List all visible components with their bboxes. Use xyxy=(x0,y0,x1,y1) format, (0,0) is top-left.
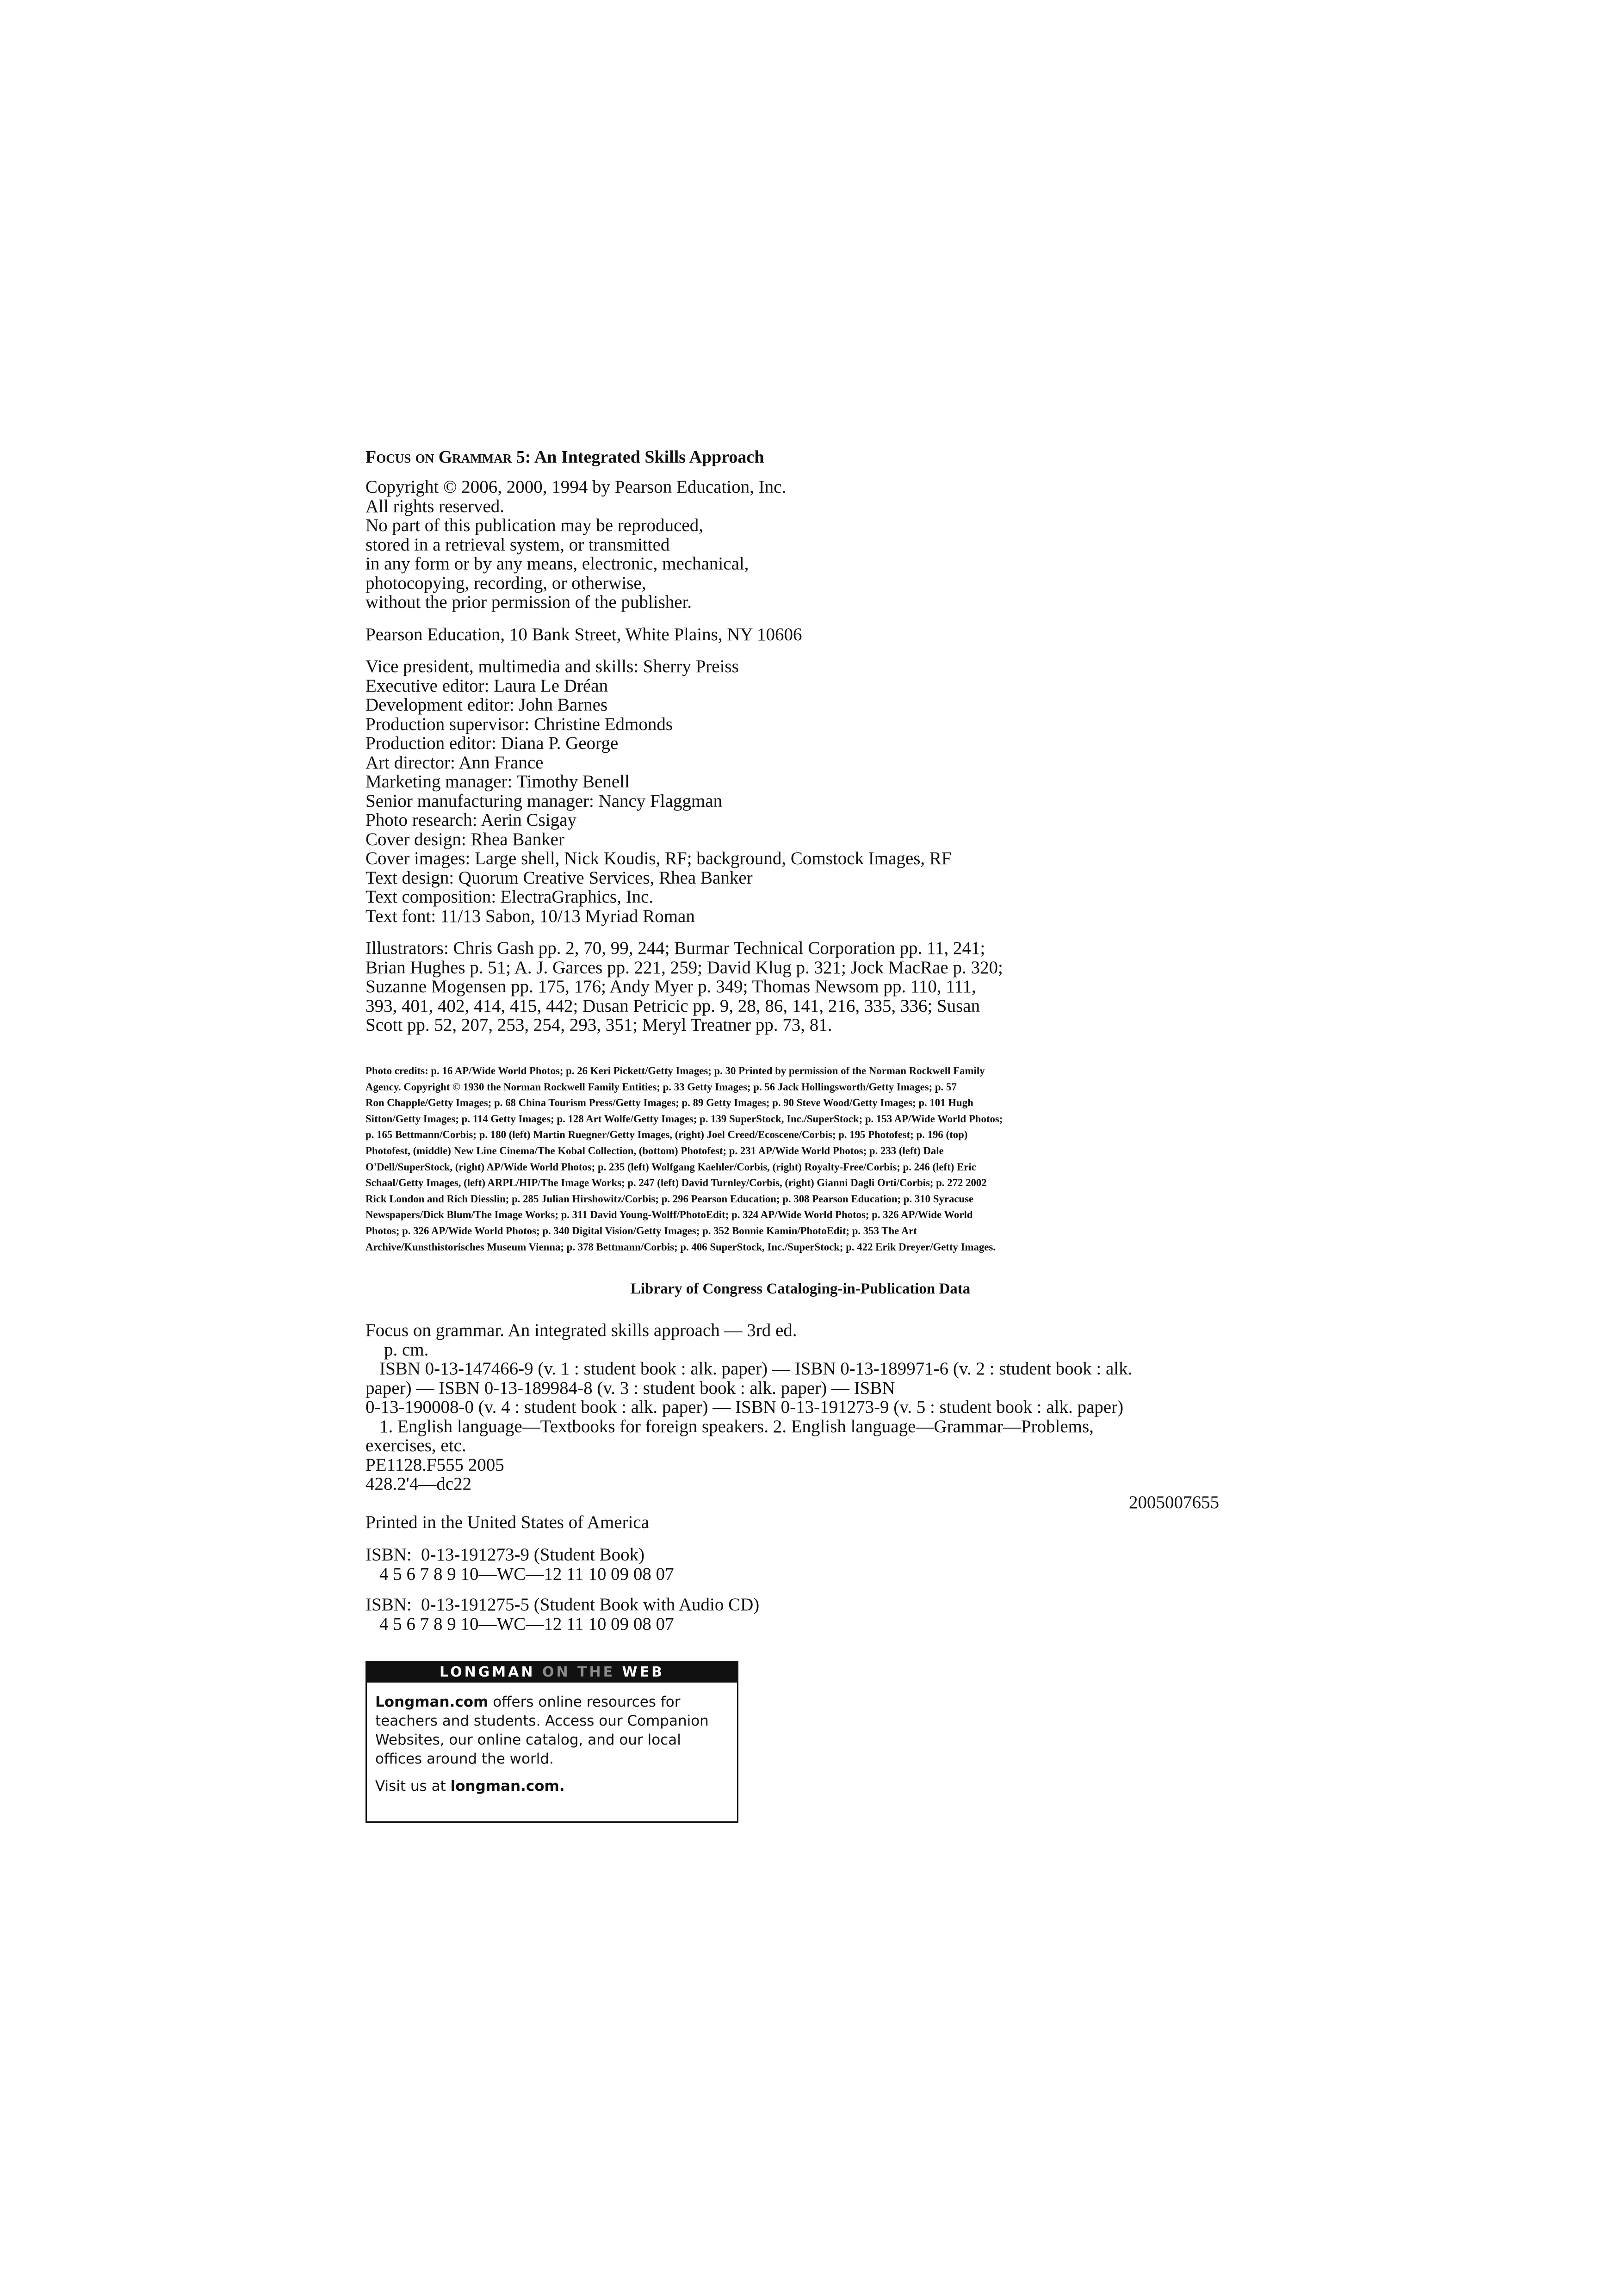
photo-credit-line: Photo credits: p. 16 AP/Wide World Photos; p. 26 Keri Pickett/Getty Images; p. 30 Printed by permission of the Norman Rockwell Family xyxy=(365,1065,985,1077)
photo-credit-line: O'Dell/SuperStock, (right) AP/Wide World Photos; p. 235 (left) Wolfgang Kaehler/Corbis, (right) Royalty-Free/Corbis; p. 246 (left) Eric xyxy=(365,1161,976,1173)
cip-line: Focus on grammar. An integrated skills approach — 3rd ed. xyxy=(365,1320,797,1340)
illustrators-line: Suzanne Mogensen pp. 175, 176; Andy Myer p. 349; Thomas Newsom pp. 110, 111, xyxy=(365,977,976,996)
credit-line: Cover images: Large shell, Nick Koudis, RF; background, Comstock Images, RF xyxy=(365,848,952,868)
cip-line: p. cm. xyxy=(384,1339,429,1360)
web-bar-on-the: ON THE xyxy=(542,1664,615,1680)
cip-data xyxy=(365,1321,1337,1494)
photo-credit-line: Photofest, (middle) New Line Cinema/The Kobal Collection, (bottom) Photofest; p. 231 AP/Wide World Photos; p. 233 (left) Dale xyxy=(365,1145,944,1157)
web-box-line: offices around the world. xyxy=(375,1751,554,1767)
photo-credit-line: Ron Chapple/Getty Images; p. 68 China Tourism Press/Getty Images; p. 89 Getty Images; p. 90 Steve Wood/Getty Images; p. 101 Hugh xyxy=(365,1097,973,1109)
photo-credit-line: Agency. Copyright © 1930 the Norman Rockwell Family Entities; p. 33 Getty Images; p. 56 Jack Hollingsworth/Getty Images; p. 57 xyxy=(365,1081,957,1093)
photo-credit-line: Newspapers/Dick Blum/The Image Works; p. 311 David Young-Wolff/PhotoEdit; p. 324 AP/Wide World Photos; p. 326 AP/Wide World xyxy=(365,1209,973,1221)
series-name-part1: Focus on xyxy=(365,447,434,467)
copyright-line: stored in a retrieval system, or transmitted xyxy=(365,534,670,555)
publisher-address-line: Pearson Education, 10 Bank Street, White Plains, NY 10606 xyxy=(365,624,802,644)
illustrators-line: 393, 401, 402, 414, 415, 442; Dusan Petricic pp. 9, 28, 86, 141, 216, 335, 336; Susan xyxy=(365,996,980,1016)
cip-line: ISBN 0-13-147466-9 (v. 1 : student book : alk. paper) — ISBN 0-13-189971-6 (v. 2 : student book : alk. xyxy=(379,1359,1133,1379)
photo-credit-line: Schaal/Getty Images, (left) ARPL/HIP/The Image Works; p. 247 (left) David Turnley/Corbis, (right) Gianni Dagli Orti/Corbis; p. 272 2002 xyxy=(365,1177,987,1189)
web-box-header xyxy=(367,1662,737,1683)
publisher-address xyxy=(365,625,1337,644)
cip-heading: Library of Congress Cataloging-in-Publication Data xyxy=(630,1281,971,1297)
credit-line: Marketing manager: Timothy Benell xyxy=(365,772,630,792)
book-subtitle: An Integrated Skills Approach xyxy=(534,447,764,467)
photo-credit-line: Sitton/Getty Images; p. 114 Getty Images; p. 128 Art Wolfe/Getty Images; p. 139 SuperStock, Inc./SuperStock; p. 153 AP/Wide World Photos; xyxy=(365,1113,1003,1125)
photo-credit-line: Photos; p. 326 AP/Wide World Photos; p. 340 Digital Vision/Getty Images; p. 352 Bonnie Kamin/PhotoEdit; p. 353 The Art xyxy=(365,1225,917,1237)
credit-line: Senior manufacturing manager: Nancy Flaggman xyxy=(365,791,723,811)
credit-line: Art director: Ann France xyxy=(365,752,544,773)
illustrators-line: Scott pp. 52, 207, 253, 254, 293, 351; Meryl Treatner pp. 73, 81. xyxy=(365,1015,832,1035)
cip-line: 0-13-190008-0 (v. 4 : student book : alk. paper) — ISBN 0-13-191273-9 (v. 5 : student book : alk. paper) xyxy=(365,1397,1124,1417)
illustrators-credits xyxy=(365,939,1337,1035)
web-bar-longman: LONGMAN xyxy=(440,1664,535,1680)
illustrators-line: Illustrators: Chris Gash pp. 2, 70, 99, 244; Burmar Technical Corporation pp. 11, 241; xyxy=(365,938,985,958)
lccn-number: 2005007655 xyxy=(1129,1492,1219,1512)
longman-web-box xyxy=(365,1661,738,1823)
web-box-body xyxy=(367,1683,737,1796)
print-line: 4 5 6 7 8 9 10—WC—12 11 10 09 08 07 xyxy=(379,1614,674,1634)
staff-credits xyxy=(365,657,1337,926)
volume-number: 5: xyxy=(516,447,531,467)
front-matter-text xyxy=(365,477,1337,1048)
longman-link[interactable]: longman.com. xyxy=(450,1778,565,1795)
copyright-notice xyxy=(365,477,1337,612)
isbn-row xyxy=(365,1595,1337,1615)
web-bar-web: WEB xyxy=(622,1664,664,1680)
copyright-line: in any form or by any means, electronic, mechanical, xyxy=(365,554,749,574)
book-title xyxy=(365,446,1337,468)
photo-credits xyxy=(365,1063,1231,1255)
cip-line: 1. English language—Textbooks for foreign speakers. 2. English language—Grammar—Problems, xyxy=(379,1416,1094,1436)
photo-credit-line: Archive/Kunsthistorisches Museum Vienna; p. 378 Bettmann/Corbis; p. 406 SuperStock, Inc./SuperStock; p. 422 Erik Dreyer/Getty Images. xyxy=(365,1241,996,1253)
copyright-line: photocopying, recording, or otherwise, xyxy=(365,573,646,593)
copyright-line: Copyright © 2006, 2000, 1994 by Pearson Education, Inc. xyxy=(365,477,787,497)
credit-line: Production supervisor: Christine Edmonds xyxy=(365,714,673,734)
cip-line: paper) — ISBN 0-13-189984-8 (v. 3 : student book : alk. paper) — ISBN xyxy=(365,1378,895,1398)
visit-line xyxy=(375,1777,729,1796)
copyright-line: without the prior permission of the publisher. xyxy=(365,592,692,612)
series-name-part2: Grammar xyxy=(438,447,512,467)
isbn-entry xyxy=(365,1545,1337,1584)
cip-line: exercises, etc. xyxy=(365,1436,466,1455)
print-line: 4 5 6 7 8 9 10—WC—12 11 10 09 08 07 xyxy=(379,1564,674,1584)
isbn-label: ISBN: xyxy=(365,1595,412,1615)
isbn-row xyxy=(365,1545,1337,1565)
printed-in xyxy=(365,1513,1337,1532)
credit-line: Development editor: John Barnes xyxy=(365,695,608,715)
photo-credit-line: Rick London and Rich Diesslin; p. 285 Julian Hirshowitz/Corbis; p. 296 Pearson Education; p. 308 Pearson Education; p. 310 Syracuse xyxy=(365,1193,974,1205)
web-box-text: offers online resources for xyxy=(488,1694,681,1710)
credit-line: Text font: 11/13 Sabon, 10/13 Myriad Roman xyxy=(365,906,695,926)
credit-line: Text composition: ElectraGraphics, Inc. xyxy=(365,887,654,907)
isbn-label: ISBN: xyxy=(365,1545,412,1565)
illustrators-line: Brian Hughes p. 51; A. J. Garces pp. 221, 259; David Klug p. 321; Jock MacRae p. 320; xyxy=(365,957,1003,978)
credit-line: Cover design: Rhea Banker xyxy=(365,829,564,849)
copyright-line: All rights reserved. xyxy=(365,496,505,516)
cip-line: PE1128.F555 2005 xyxy=(365,1454,504,1475)
web-box-line: teachers and students. Access our Companion xyxy=(375,1713,709,1729)
visit-prefix: Visit us at xyxy=(375,1778,451,1795)
isbn-value: 0-13-191275-5 (Student Book with Audio CD) xyxy=(421,1595,760,1615)
photo-credit-line: p. 165 Bettmann/Corbis; p. 180 (left) Martin Ruegner/Getty Images, (right) Joel Creed/Ecoscene/Corbis; p. 195 Photofest; p. 196 (top) xyxy=(365,1129,968,1141)
credit-line: Executive editor: Laura Le Dréan xyxy=(365,675,608,696)
web-box-line xyxy=(375,1693,729,1712)
credit-line: Production editor: Diana P. George xyxy=(365,733,619,753)
credit-line: Vice president, multimedia and skills: Sherry Preiss xyxy=(365,656,739,676)
isbn-value: 0-13-191273-9 (Student Book) xyxy=(421,1545,645,1565)
credit-line: Text design: Quorum Creative Services, Rhea Banker xyxy=(365,867,753,888)
printed-in-line: Printed in the United States of America xyxy=(365,1512,650,1532)
longman-brand: Longman.com xyxy=(375,1694,489,1710)
isbn-entry xyxy=(365,1595,1337,1634)
credit-line: Photo research: Aerin Csigay xyxy=(365,810,576,830)
cip-line: 428.2'4—dc22 xyxy=(365,1474,472,1494)
copyright-line: No part of this publication may be reproduced, xyxy=(365,515,703,535)
web-box-line: Websites, our online catalog, and our local xyxy=(375,1732,681,1748)
